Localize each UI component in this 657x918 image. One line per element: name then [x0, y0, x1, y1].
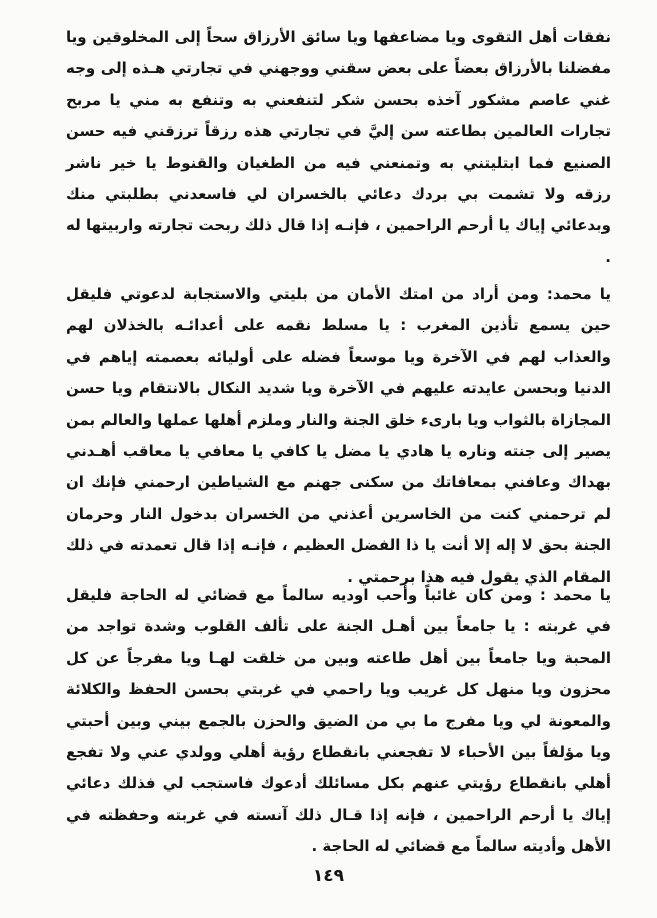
page-number: ١٤٩ — [312, 866, 345, 886]
paragraph-3: يا محمد : ومن كان غائباً وأحب اوديه سالماً مع قضائي له الحاجة فليقل في غربته : يا جامعاً بين أهـل الجنة على تألف القلوب وشدة تواجد من المحبة ويا جامعاً بين أهل طاعته وبين من خلقت لهـا ويا مفرجاً عن كل محزون ويا منهل كل غريب ويا راحمي في غربتي بحسن الحفظ والكلائة والمعونة لي ويا مفرج ما بي من الضيق والحزن بالجمع بيني وبين أحبتي ويا مؤلفاً بين الأحباء لا تفجعني بانقطاع رؤية أهلي وولدي عني ولا تفجع أهلي بانقطاع رؤيتي عنهم بكل مسائلك أدعوك فاستجب لي فذلك دعائي إياك يا أرحم الراحمين ، فإنه إذا قـال ذلك آنسته في غربته وحفظته في الأهل وأديته سالماً مع قضائي له الحاجة . — [66, 586, 611, 856]
paragraph-1: نفقات أهل التقوى ويا مضاعفها ويا سائق الأرزاق سحاً إلى المخلوقين ويا مفضلنا بالأرزاق بعضاً على بعض سقني ووجهني في تجارتي هـذه إلى وجه غني عاصم مشكور آخذه بحسن شكر لتنفعني به وتنفع به مني يا مربح تجارات العالمين بطاعته سن إليَّ في تجارتي هذه رزقاً ترزقني فيه حسن الصنيع فما ابتليتني به وتمنعني فيه من الطغيان والقنوط يا خير ناشر رزقه ولا تشمت بي بردك دعائي بالخسران لي فاسعدني بطلبتي منك وبدعائي إياك يا أرحم الراحمين ، فإنـه إذا قال ذلك ربحت تجارته واربيتها له . — [66, 28, 611, 266]
paragraph-2: يا محمد: ومن أراد من امتك الأمان من بليتي والاستجابة لدعوتي فليقل حين يسمع تأذين المغرب : يا مسلط نقمه على أعدائـه بالخذلان لهم والعذاب لهم في الآخرة ويا موسعاً فضله على أوليائه بعصمته إياهم في الدنيا وبحسن عايدته عليهم في الآخرة ويا شديد النكال بالانتقام ويا حسن المجازاة بالثواب ويا بارىء خلق الجنة والنار وملزم أهلها عملها والعالم بمن يصير إلى جنته وناره يا هادي يا مضل يا كافي يا معافي يا معاقب أهـدني بهداك وعافني بمعافاتك من سكنى جهنم مع الشياطين ارحمني فإنك ان لم ترحمني كنت من الخاسرين أعذني من الخسران بدخول النار وحرمان الجنة بحق لا إله إلا أنت يا ذا الفضل العظيم ، فإنـه إذا قال تعمدته في ذلك المقام الذي يقول فيه هذا برحمتي . — [66, 285, 611, 586]
